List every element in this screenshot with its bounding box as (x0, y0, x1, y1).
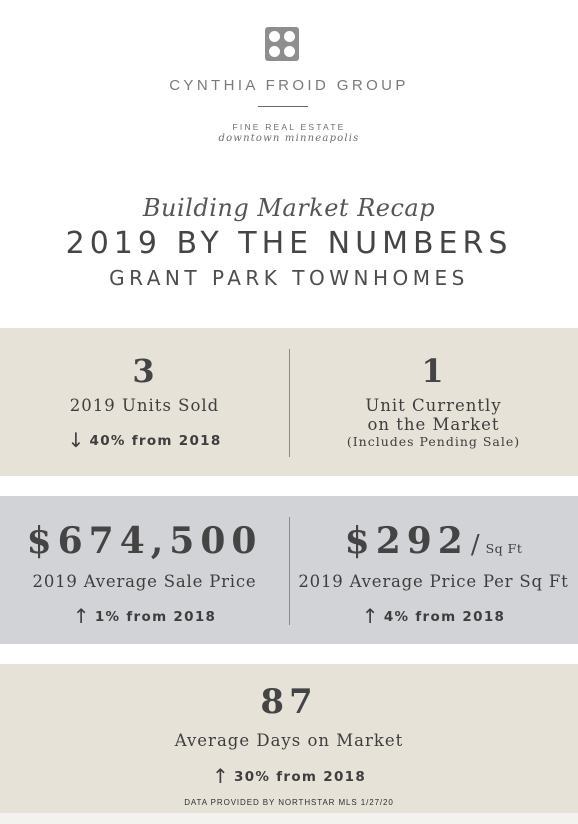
on-market-label (289, 396, 578, 434)
price-sqft-value: $292 (344, 520, 469, 562)
units-band (0, 328, 578, 476)
units-sold-label: 2019 Units Sold (69, 396, 220, 415)
data-source-note: DATA PROVIDED BY NORTHSTAR MLS 1/27/20 (184, 798, 394, 807)
brand-location: downtown minneapolis (218, 133, 360, 144)
on-market-note: (Includes Pending Sale) (346, 434, 521, 449)
logo-dot (284, 46, 295, 57)
days-on-market-label: Average Days on Market (174, 731, 404, 750)
avg-price-label: 2019 Average Sale Price (32, 572, 257, 591)
price-band (0, 496, 578, 644)
brand-name: CYNTHIA FROID GROUP (169, 77, 409, 94)
units-sold-change (0, 428, 289, 452)
bottom-strip (0, 813, 578, 824)
logo-dot (284, 31, 295, 42)
on-market-value: 1 (421, 352, 446, 390)
units-sold-value: 3 (132, 352, 157, 390)
logo-dot (269, 31, 280, 42)
days-on-market-change (0, 764, 578, 788)
units-sold-change-text: 40% from 2018 (89, 433, 222, 449)
price-sqft-change (289, 604, 578, 628)
up-arrow-icon: ↑ (361, 604, 380, 628)
brand-divider (258, 106, 308, 107)
price-sqft-slash: / (470, 530, 480, 560)
price-sqft-change-text: 4% from 2018 (383, 609, 506, 625)
page-title: 2019 BY THE NUMBERS (65, 226, 513, 261)
logo-icon (265, 27, 299, 61)
days-on-market-value: 87 (260, 682, 318, 722)
down-arrow-icon: ↓ (67, 428, 86, 452)
page-subtitle: GRANT PARK TOWNHOMES (109, 266, 469, 290)
logo-dot (269, 46, 280, 57)
avg-price-value: $674,500 (26, 520, 263, 562)
days-band (0, 664, 578, 813)
avg-price-change (0, 604, 289, 628)
days-on-market-change-text: 30% from 2018 (234, 769, 367, 785)
price-sqft-value-row (289, 520, 578, 562)
on-market-label-line2: on the Market (367, 415, 500, 434)
avg-price-change-text: 1% from 2018 (94, 609, 217, 625)
script-title: Building Market Recap (142, 194, 436, 222)
price-sqft-unit: Sq Ft (485, 541, 523, 556)
brand-tagline: FINE REAL ESTATE (232, 122, 346, 132)
price-sqft-label: 2019 Average Price Per Sq Ft (298, 572, 569, 591)
up-arrow-icon: ↑ (72, 604, 91, 628)
up-arrow-icon: ↑ (211, 764, 230, 788)
on-market-label-line1: Unit Currently (365, 396, 502, 415)
